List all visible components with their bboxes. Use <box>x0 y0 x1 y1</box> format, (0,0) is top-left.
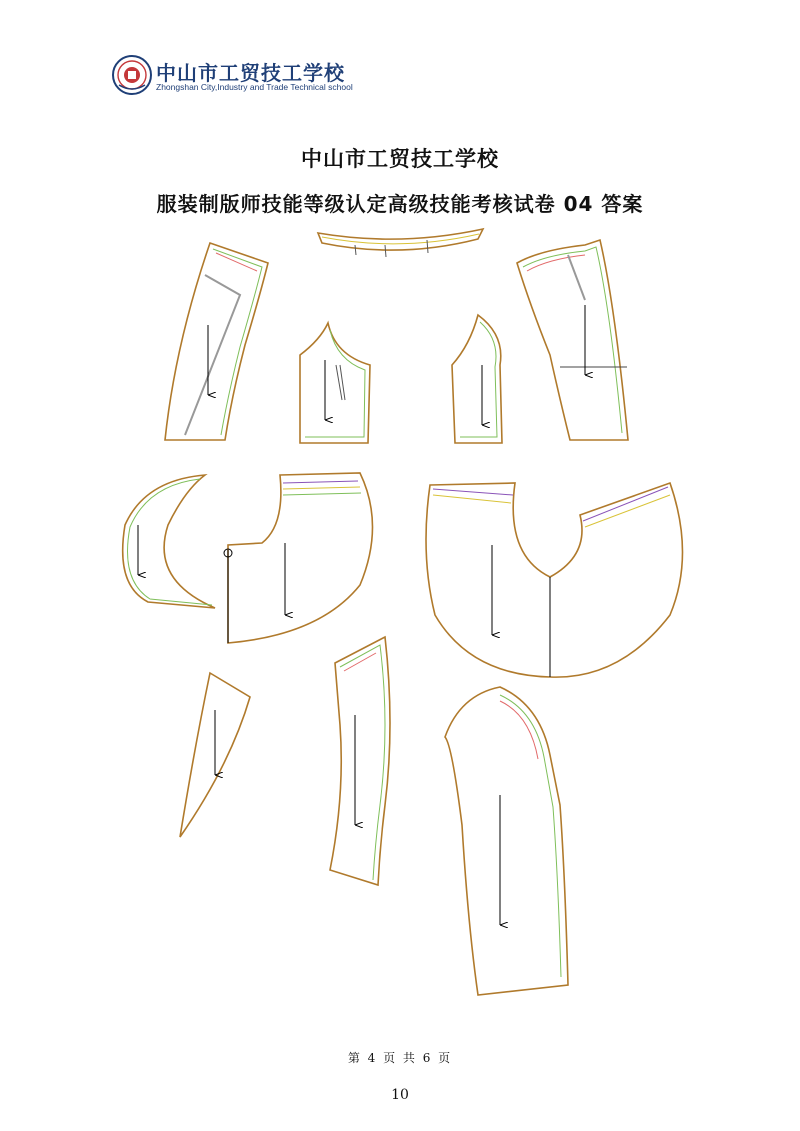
logo-chinese-name: 中山市工贸技工学校 <box>156 61 345 85</box>
back-piece <box>517 240 628 440</box>
cape-piece-left <box>123 475 215 608</box>
school-seal-icon <box>112 55 152 95</box>
side-front-piece <box>300 323 370 443</box>
facing-wedge-piece <box>180 673 250 837</box>
school-logo <box>112 55 352 99</box>
exam-title: 服装制版师技能等级认定高级技能考核试卷 04 答案 <box>156 192 644 216</box>
top-sleeve-piece <box>445 687 568 995</box>
pattern-diagram <box>0 225 800 1005</box>
page-number: 10 <box>391 1087 409 1103</box>
page-indicator: 第 4 页 共 6 页 <box>347 1051 453 1065</box>
cape-piece-front <box>426 483 683 677</box>
back-collar-piece <box>318 229 483 257</box>
side-back-piece <box>452 315 502 443</box>
front-piece <box>165 243 268 440</box>
logo-english-name: Zhongshan City,Industry and Trade Technical school <box>156 82 353 92</box>
cape-piece-back <box>224 473 373 643</box>
under-sleeve-piece <box>330 637 390 885</box>
school-title: 中山市工贸技工学校 <box>301 147 499 171</box>
